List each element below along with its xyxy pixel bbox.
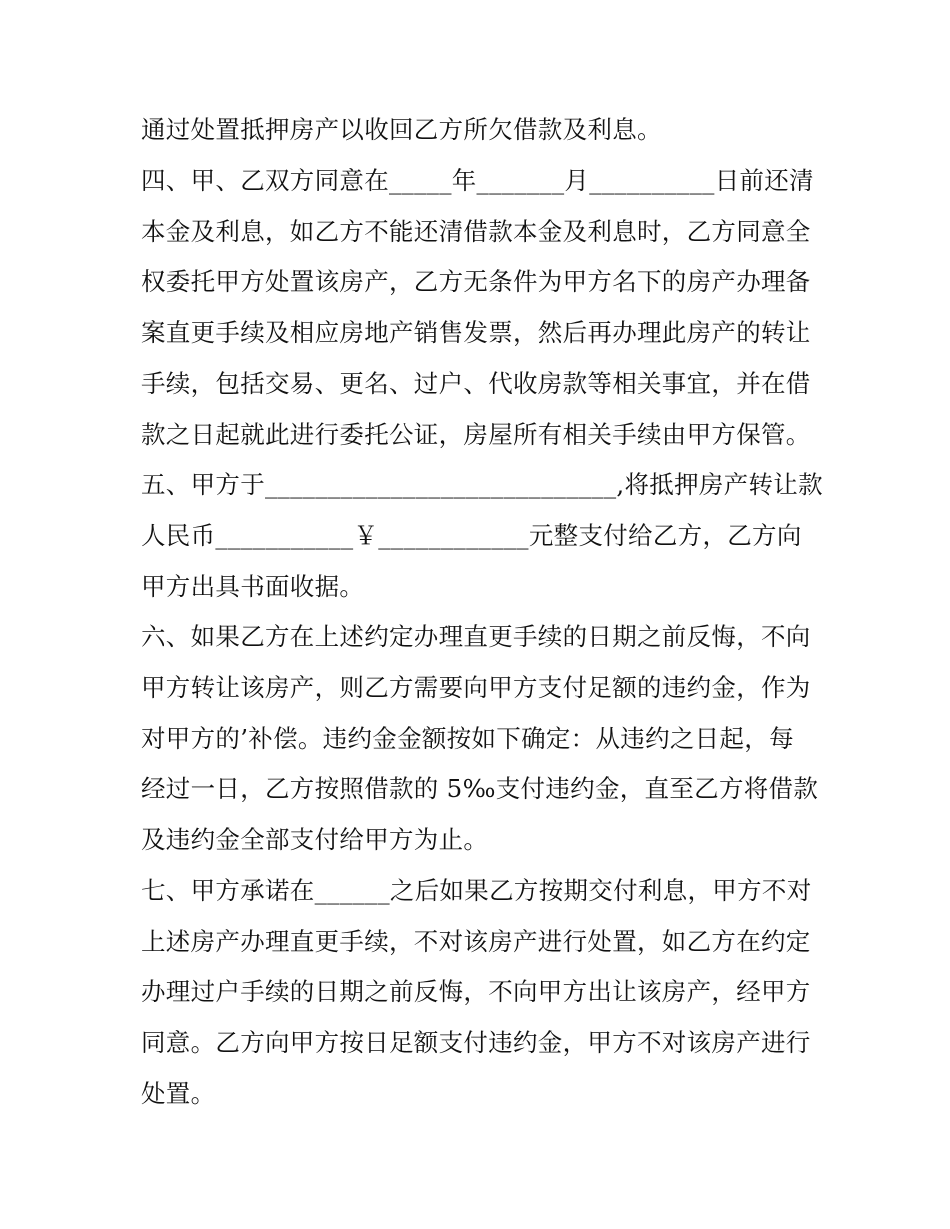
paragraph-line: 权委托甲方处置该房产，乙方无条件为甲方名下的房产办理备	[141, 267, 811, 296]
clause-six-line: 六、如果乙方在上述约定办理直更手续的日期之前反悔，不向	[141, 622, 811, 651]
paragraph-line: 本金及利息，如乙方不能还清借款本金及利息时，乙方同意全	[141, 217, 811, 246]
paragraph-line: 对甲方的’补偿。违约金金额按如下确定：从违约之日起，每	[141, 724, 794, 753]
paragraph-line: 款之日起就此进行委托公证，房屋所有相关手续由甲方保管。	[141, 420, 811, 449]
clause-seven-line: 七、甲方承诺在______之后如果乙方按期交付利息，甲方不对	[141, 876, 812, 905]
paragraph-line: 手续，包括交易、更名、过户、代收房款等相关事宜，并在借	[141, 369, 811, 398]
paragraph-line: 上述房产办理直更手续，不对该房产进行处置，如乙方在约定	[141, 927, 811, 956]
paragraph-line: 办理过户手续的日期之前反悔，不向甲方出让该房产，经甲方	[141, 977, 811, 1006]
clause-five-line: 五、甲方于____________________________,将抵押房产转让款	[141, 470, 823, 499]
paragraph-line: 同意。乙方向甲方按日足额支付违约金，甲方不对该房产进行	[141, 1028, 811, 1057]
paragraph-line: 及违约金全部支付给甲方为止。	[141, 825, 489, 854]
paragraph-line: 人民币___________￥____________元整支付给乙方，乙方向	[141, 521, 802, 550]
paragraph-line: 通过处置抵押房产以收回乙方所欠借款及利息。	[141, 115, 662, 144]
clause-four-line: 四、甲、乙双方同意在_____年_______月__________日前还清	[141, 166, 814, 195]
paragraph-line: 甲方出具书面收据。	[141, 572, 365, 601]
paragraph-line: 经过一日，乙方按照借款的 5‰支付违约金，直至乙方将借款	[141, 774, 819, 803]
paragraph-line: 甲方转让该房产，则乙方需要向甲方支付足额的违约金，作为	[141, 673, 811, 702]
paragraph-line: 案直更手续及相应房地产销售发票，然后再办理此房产的转让	[141, 318, 811, 347]
paragraph-line: 处置。	[141, 1079, 216, 1108]
